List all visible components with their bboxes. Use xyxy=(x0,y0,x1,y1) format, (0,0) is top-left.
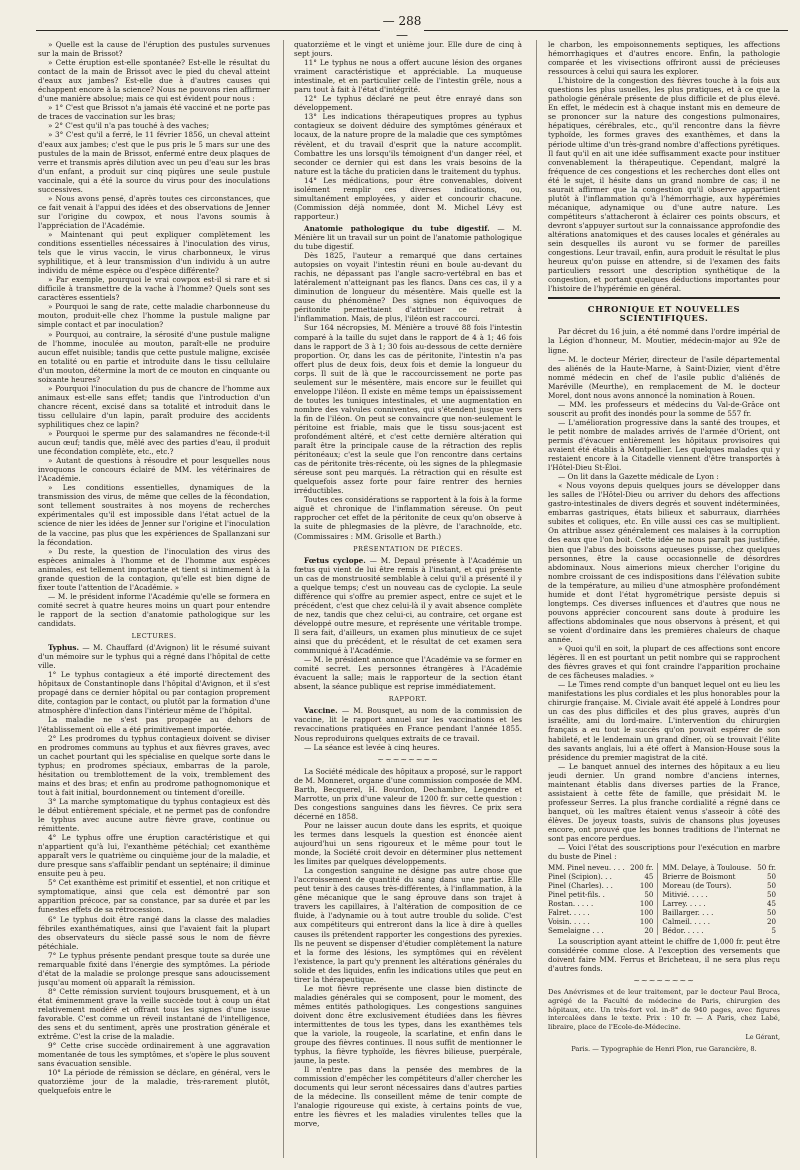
paragraph: 5° Cet exanthème est primitif et essentiel, et non critique et symptomatique, ainsi que cela est démontré par son apparition précoce, par sa constance, par sa durée et par les funestes effets de sa rétrocession. xyxy=(38,878,270,915)
subscriber-name: Mitivié. . . . . xyxy=(662,890,708,900)
paragraph: 9° Cette crise succède ordinairement à une aggravation momentanée de tous les symptômes, et s'opère le plus souvent sans évacuation sensible. xyxy=(38,1041,270,1069)
paragraph: Il n'entre pas dans la pensée des membres de la commission d'empêcher les compétiteurs d'aller chercher les documents qui leur seront nécessaires dans d'autres parties de la médecine. Ils conseillent même de tenir compte de l'analogie rigoureuse qui existe, à certains points de vue, entre les fièvres et les maladies virulentes telles que la morve, xyxy=(294,1065,522,1129)
subscription-amount: 45 xyxy=(766,899,776,909)
book-advertisement: Des Anévrismes et de leur traitement, par le docteur Paul Broca, agrégé de la Faculté de médecine de Paris, chirurgien des hôpitaux, etc. Un très-fort vol. in-8° de 940 pages, avec figures intercalées dans le texte. Prix : 10 fr. — A Paris, chez Labé, libraire, place de l'Ecole-de-Médecine. xyxy=(548,988,780,1031)
paragraph: — M. le président annonce que l'Académie va se former en comité secret. Les personnes étrangères à l'Académie évacuent la salle; mais le rapporteur de la section étant absent, la séance publique est reprise immédiatement. xyxy=(294,655,522,692)
right-column xyxy=(548,40,780,1158)
subscription-amount: 50 xyxy=(629,890,658,899)
paragraph: » Pourquoi le sang de rate, cette maladie charbonneuse du mouton, produit-elle chez l'homme la pustule maligne par simple contact et par inoculation? xyxy=(38,302,270,330)
page-number: — 288 — xyxy=(380,14,424,42)
paragraph: le charbon, les empoisonnements septiques, les affections hémorrhagiques et d'autres encore. Enfin, la pathologie comparée et les vivisections offriront aussi de précieuses ressources à celui qui saura les explorer. xyxy=(548,40,780,77)
paragraph: 2° Les prodromes du typhus contagieux doivent se diviser en prodromes communs au typhus et aux fièvres graves, avec un cachet pourtant qui les spécialise en quelque sorte dans le typhus; en prodromes spéciaux, embarras de la parole, hésitation ou tremblottement de la voix, tremblement des mains et des bras; et enfin au prodrome pathognomonique et tout à fait initial, bourdonnement ou tintement d'oreille. xyxy=(38,733,270,797)
section-separator: ~~~~~~~~ xyxy=(633,976,695,986)
paragraph: 3° La marche symptomatique du typhus contagieux est dès le début entièrement spéciale, et ne permet pas de confondre le typhus avec aucune autre fièvre grave, continue ou rémittente. xyxy=(38,796,270,834)
paragraph: Sur 164 nécropsies, M. Ménière a trouvé 88 fois l'intestin comparé à la taille du sujet dans le rapport de 4 à 1; 46 fois dans le rapport de 3 à 1; 30 fois au-dessous de cette dernière proportion. Or, dans les cas de péritonite, l'intestin n'a pas offert plus de deux fois, deux fois et demie la longueur du corps. Il suit de là que le raccourcissement ne porte pas seulement sur le mésentère, mais encore sur le feuillet qui enveloppe l'iléon. Il existe en même temps un épaississement de toutes les tuniques intestinales, et une augmentation en nombre des valvules conniventes, qui s'étendent jusque vers la fin de l'iléon. On peut se convaincre que non-seulement le péritoine est friable, mais que le tissu sous-jacent est profondément altéré, et c'est cette dernière altération qui paraît être la principale cause de la rétraction des replis péritonéaux; c'est la seule que l'on rencontre dans certains cas de péritonite très-récente, où les signes de la phlegmasie séreuse sont peu marqués. La rétraction qui en résulte est quelquefois assez forte pour faire rentrer des hernies irréductibles. xyxy=(294,323,522,496)
section-rule xyxy=(548,297,780,299)
subscription-row xyxy=(548,872,780,881)
paragraph: 7° Le typhus présente pendant presque toute sa durée une remarquable fixité dans l'énergie des symptômes. La période d'état de la maladie se prolonge presque sans adoucissement jusqu'au moment où apparaît la rémission. xyxy=(38,950,270,987)
column-divider xyxy=(283,40,284,1158)
subscription-amount: 20 xyxy=(629,926,658,935)
paragraph: 11° Le typhus ne nous a offert aucune lésion des organes vraiment caractéristique et appréciable. La muqueuse intestinale, et en particulier celle de l'intestin grêle, nous a paru tout à fait à l'état d'intégrité. xyxy=(294,58,522,95)
section-heading-rapport: RAPPORT. xyxy=(388,695,428,704)
paragraph: « Nous voyons depuis quelques jours se développer dans les salles de l'Hôtel-Dieu ou arriver du dehors des affections gastro-intestinales de divers degrés et souvent indéterminées, embarras gastriques, états bilieux et saburraux, diarrhées subites et coliques, etc. En ville aussi ces cas se multiplient. On attribue assez généralement ces malaises à la corruption des eaux que l'on boit. Cette idée ne nous paraît pas justifiée, bien que l'abus des boissons aqueuses puisse, chez quelques personnes, être la cause occasionnelle de désordres abdominaux. Nous aimerions mieux chercher l'origine du nombre croissant de ces indispositions dans l'élévation subite de la température, au milieu d'une atmosphère profondément humide et dont l'état hygrométrique persiste depuis si longtemps. Ces diverses influences et d'autres que nous ne pouvons apprécier concourent sans doute à produire les affections abdominales que nous observons à présent, et qui se voient d'ordinaire dans les premières chaleurs de chaque année. xyxy=(548,481,780,644)
subscriber-name: MM. Pinel neveu. . . . xyxy=(548,863,625,873)
paragraph: » Nous avons pensé, d'après toutes ces circonstances, que ce fait venait à l'appui des idées et des observations de Jenner sur l'origine du cowpox, et nous l'avons soumis à l'appréciation de l'Académie. xyxy=(38,193,270,230)
subscription-row xyxy=(548,863,780,872)
paragraph: 14° Les médications, pour être convenables, doivent isolément remplir ces diverses indications, ou, simultanément employées, y aider et concourir chacune. (Commission déjà nommée, dont M. Michel Lévy est rapporteur.) xyxy=(294,175,522,221)
paragraph: — M. le président informe l'Académie qu'elle se formera en comité secret à quatre heures moins un quart pour entendre le rapport de la section d'anatomie pathologique sur les candidats. xyxy=(38,591,270,628)
paragraph: — MM. les professeurs et médecins du Val-de-Grâce ont souscrit au profit des inondés pour la somme de 557 fr. xyxy=(548,399,780,418)
subscription-table xyxy=(548,863,780,935)
subscription-amount: 50 xyxy=(766,872,776,882)
paragraph: — Le Times rend compte d'un banquet lequel ont eu lieu les manifestations les plus cordiales et les plus honorables pour la chirurgie française. M. Civiale avait été appelé à Londres pour un cas des plus difficiles et des plus graves, auprès d'un israélite, ami du lord-maire. L'intervention du chirurgien français a eu tout le succès qu'on pouvait espérer de son habileté, et le lendemain un grand dîner, où se trouvait l'élite des savants anglais, lui a été offert à Mansion-House sous la présidence du premier magistrat de la cité. xyxy=(548,680,780,762)
paragraph: — M. le docteur Mérier, directeur de l'asile départemental des aliénés de la Haute-Marne, à Saint-Dizier, vient d'être nommé médecin en chef de l'asile public d'aliénés de Maréville (Meurthe), en remplacement de M. le docteur Morel, dont nous avons annoncé la nomination à Rouen. xyxy=(548,354,780,400)
page-header xyxy=(0,0,800,42)
paragraph: — Voici l'état des souscriptions pour l'exécution en marbre du buste de Pinel : xyxy=(548,843,780,862)
subscription-row xyxy=(548,908,780,917)
paragraph: Dès 1825, l'auteur a remarqué que dans certaines autopsies on voyait l'intestin réuni en boule au-devant du rachis, ne dépassant pas l'angle sacro-vertébral en bas et latéralement n'atteignant pas les flancs. Dans ces cas, il y a diminution de longueur du mésentère. Mais quelle est la cause du phénomène? Des signes non équivoques de péritonite permettaient d'attribuer ce retrait à l'inflammation. Mais, de plus, l'iléon est raccourci. xyxy=(294,251,522,324)
paragraph: » 1° C'est que Brissot n'a jamais été vacciné et ne porte pas de traces de vaccination sur les bras; xyxy=(38,103,270,122)
subscription-amount: 100 xyxy=(629,881,658,890)
subscription-amount: 45 xyxy=(629,872,658,881)
subscriber-name: Rostan. . . . . xyxy=(548,899,594,909)
paragraph: Typhus. — M. Chauffard (d'Avignon) lit le résumé suivant d'un mémoire sur le typhus qui a régné dans l'hôpital de cette ville. xyxy=(38,643,270,671)
paragraph: Fœtus cyclope. — M. Depaul présente à l'Académie un fœtus qui vient de lui être remis à l'instant, et qui présente un cas de monstruosité semblable à celui qu'il a présenté il y a quelque temps; c'est un nouveau cas de cyclopie. La seule différence qui s'offre au premier aspect, entre ce sujet et le précédent, c'est que chez celui-là il y avait absence complète de nez, tandis que chez celui-ci, au contraire, cet organe est développé outre mesure, et représente une véritable trompe. Il sera fait, d'ailleurs, un examen plus minutieux de ce sujet ainsi que du précédent, et le résultat de cet examen sera communiqué à l'Académie. xyxy=(294,555,522,656)
section-heading-presentation: PRÉSENTATION DE PIÈCES. xyxy=(353,544,463,553)
subscriber-name: Falret. . . . . xyxy=(548,908,590,918)
paragraph: La souscription ayant atteint le chiffre de 1,000 fr. peut être considérée comme close. A l'exception des versements que doivent faire MM. Ferrus et Bricheteau, il ne sera plus reçu d'autres fonds. xyxy=(548,937,780,974)
subscriber-name: Baillarger. . . . xyxy=(662,908,714,918)
subscriber-name: Moreau (de Tours). xyxy=(662,881,732,891)
subscription-amount: 100 xyxy=(629,899,658,908)
subscription-amount: 100 xyxy=(629,917,658,926)
paragraph: » Les conditions essentielles, dynamiques de la transmission des virus, de même que celles de la fécondation, sont tellement soustraites à nos moyens de recherches expérimentales qu'il est impossible dans l'état actuel de la science de nier les idées de Jenner sur l'origine et l'inoculation de la vaccine, pas plus que les expériences de Spallanzani sur la fécondation. xyxy=(38,483,270,547)
paragraph: » Cette éruption est-elle spontanée? Est-elle le résultat du contact de la main de Brissot avec le pied du cheval atteint d'eaux aux jambes? Est-elle due à d'autres causes qui échappent encore à la science? Nous ne pouvons rien affirmer d'une manière absolue; mais ce qui est évident pour nous : xyxy=(38,58,270,104)
paragraph-lead: Typhus. xyxy=(48,643,80,653)
paragraph: 10° La période de rémission se déclare, en général, vers le quatorzième jour de la maladie, très-rarement plutôt, quelquefois entre le xyxy=(38,1068,270,1096)
subscription-amount: 5 xyxy=(771,926,776,936)
paragraph: 4° Le typhus offre une éruption caractéristique et qui n'appartient qu'à lui, l'exanthème pétéchial; cet exanthème apparaît vers le quatrième ou cinquième jour de la maladie, et dure presque sans s'affaiblir pendant un septénaire; il diminue ensuite peu à peu. xyxy=(38,833,270,879)
paragraph: Pour ne laisser aucun doute dans les esprits, et quoique les termes dans lesquels la question est énoncée aient aujourd'hui un sens rigoureux et le même pour tout le monde, la Société croit devoir en déterminer plus nettement les limites par quelques développements. xyxy=(294,820,522,867)
printer-imprint: Paris. — Typographie de Henri Plon, rue Garancière, 8. xyxy=(571,1045,757,1054)
paragraph-lead: Fœtus cyclope. xyxy=(304,555,366,565)
subscriber-name: Bédor. . . . . xyxy=(662,926,704,936)
subscription-row xyxy=(548,881,780,890)
subscription-amount: 50 fr. xyxy=(757,863,776,873)
subscriber-name: Voisin. . . . . xyxy=(548,917,590,927)
section-separator: ~~~~~~~~ xyxy=(377,754,439,764)
paragraph-lead: Vaccine. xyxy=(304,706,338,716)
paragraph: quatorzième et le vingt et unième jour. Elle dure de cinq à sept jours. xyxy=(294,40,522,59)
paragraph: » Du reste, la question de l'inoculation des virus des espèces animales à l'homme et de l'homme aux espèces animales, est tellement importante et tient si intimement à la grande question de la contagion, qu'elle est bien digne de fixer toute l'attention de l'Académie. » xyxy=(38,546,270,592)
paragraph: La congestion sanguine ne désigne pas autre chose que l'accroissement de quantité du sang dans une partie. Elle peut tenir à des causes très-différentes, à l'inflammation, à la gêne mécanique que le sang éprouve dans son trajet à travers les capillaires, à l'altération de composition de ce fluide, à l'adynamie ou à tout autre trouble du solide. C'est aux compétiteurs qui entreront dans la lice à dire à quelles causes ils prétendent rapporter les congestions des pyrexies. Ils ne peuvent se dispenser d'étudier complètement la nature et la forme des lésions, les symptômes qui en révèlent l'existence, la part qu'y prennent les altérations générales du solide et des liquides, enfin les indications utiles que peut en tirer la thérapeutique. xyxy=(294,866,522,984)
subscriber-name: Calmeil. . . . . xyxy=(662,917,711,927)
paragraph: 6° Le typhus doit être rangé dans la classe des maladies fébriles exanthématiques, ainsi que l'avaient fait la plupart des observateurs du siècle passé sous le nom de fièvre pétéchiale. xyxy=(38,914,270,951)
subscription-row xyxy=(548,899,780,908)
paragraph: La maladie ne s'est pas propagée au dehors de l'établissement où elle a été primitivement importée. xyxy=(38,715,270,734)
paragraph: » Pourquoi l'inoculation du pus de chancre de l'homme aux animaux est-elle sans effet; tandis que l'introduction d'un chancre récent, excisé dans sa totalité et introduit dans le tissu cellulaire d'un lapin, paraît produire des accidents syphilitiques chez ce lapin? xyxy=(38,383,270,429)
paragraph: Vaccine. — M. Bousquet, au nom de la commission de vaccine, lit le rapport annuel sur les vaccinations et les revaccinations pratiquées en France pendant l'année 1855. Nous reproduirons quelques extraits de ce travail. xyxy=(294,706,522,743)
paragraph: » 3° C'est qu'il a ferré, le 11 février 1856, un cheval atteint d'eaux aux jambes; c'est que le pus pris le 5 mars sur une des pustules de la main de Brissot, enfermé entre deux plaques de verre et transmis après dilution avec un peu d'eau sur les bras d'un enfant, a produit sur cinq piqûres une seule pustule vaccinale, qui a été la source du virus pour des inoculations successives. xyxy=(38,130,270,194)
subscription-amount: 200 fr. xyxy=(629,863,658,872)
paragraph: Par décret du 16 juin, a été nommé dans l'ordre impérial de la Légion d'honneur, M. Moutier, médecin-major au 92e de ligne. xyxy=(548,327,780,355)
paragraph: 1° Le typhus contagieux a été importé directement des hôpitaux de Constantinople dans l'hôpital d'Avignon, et il s'est propagé dans ce dernier hôpital ou par contagion proprement dite, contagion par le contact, ou plutôt par la formation d'une atmosphère d'infection dans l'intérieur même de l'hôpital. xyxy=(38,670,270,716)
gerant-signature: Le Gérant, xyxy=(745,1033,780,1042)
subscription-row xyxy=(548,917,780,926)
paragraph: » Pourquoi, au contraire, la sérosité d'une pustule maligne de l'homme, inoculée au mouton, paraît-elle ne produire aucun effet nuisible; tandis que cette pustule maligne, excisée en totalité ou en partie et introduite dans le tissu cellulaire d'un mouton, détermine la mort de ce mouton en cinquante ou soixante heures? xyxy=(38,329,270,384)
paragraph: — Le banquet annuel des internes des hôpitaux a eu lieu jeudi dernier. Un grand nombre d'anciens internes, maintenant établis dans diverses parties de la France, assistaient à cette fête de famille, que présidait M. le professeur Serres. La plus franche cordialité a régné dans ce banquet, où les maîtres étaient venus s'asseoir à côté des élèves. De joyeux toasts, suivis de chansons plus joyeuses encore, ont prouvé que les bonnes traditions de l'internat ne sont pas encore perdues. xyxy=(548,761,780,844)
paragraph: Le mot fièvre représente une classe bien distincte de maladies générales qui se composent, pour le moment, des mêmes entités pathologiques. Les congestions sanguines doivent donc être exclusivement étudiées dans les fièvres intermittentes de tous les types, dans les exanthèmes tels que la variole, la rougeole, la scarlatine, et enfin dans le groupe des fièvres continues. Il nous suffit de mentionner le typhus, la fièvre typhoïde, les fièvres bilieuse, puerpérale, jaune, la peste. xyxy=(294,983,522,1066)
subscriber-name: Pinel (Charles). . . xyxy=(548,881,613,891)
paragraph: 13° Les indications thérapeutiques propres au typhus contagieux se doivent déduire des symptômes généraux et locaux, de la nature propre de la maladie que ces symptômes révèlent, et du travail d'esprit que la nature accomplit. Combattre les uns lorsqu'ils témoignent d'un danger réel, et seconder ce dernier qui est dans les vrais besoins de la nature est la tâche du praticien dans le traitement du typhus. xyxy=(294,112,522,176)
paragraph: » Par exemple, pourquoi le vrai cowpox est-il si rare et si difficile à transmettre de la vache à l'homme? Quels sont ses caractères essentiels? xyxy=(38,275,270,303)
subscriber-name: Semelaigne . . . xyxy=(548,926,604,936)
paragraph: » Pourquoi le sperme pur des salamandres ne féconde-t-il aucun œuf; tandis que, mêlé avec des parties d'eau, il produit une fécondation complète, etc., etc.? xyxy=(38,429,270,457)
paragraph: Toutes ces considérations se rapportent à la fois à la forme aiguë et chronique de l'inflammation séreuse. On peut rapprocher cet effet de la péritonite de ceux qu'on observe à la suite de phlegmasies de la plèvre, de l'arachnoïde, etc. (Commissaires : MM. Grisolle et Barth.) xyxy=(294,495,522,541)
subscription-row xyxy=(548,926,780,935)
middle-column xyxy=(294,40,522,1158)
subscriber-name: Larrey. . . . . xyxy=(662,899,706,909)
column-divider xyxy=(536,40,537,1158)
paragraph: » Autant de questions à résoudre et pour lesquelles nous invoquons le concours éclairé de MM. les vétérinaires de l'Académie. xyxy=(38,456,270,484)
paragraph: L'histoire de la congestion des fièvres touche à la fois aux questions les plus usuelles, les plus pratiques, et à ce que la pathologie générale présente de plus difficile et de plus élevé. En effet, le médecin est à chaque instant mis en demeure de se prononcer sur la nature des congestions pulmonaires, hépatiques, cérébrales, etc., qu'il rencontre dans la fièvre typhoïde, les formes graves des exanthèmes, et dans la période ultime d'un très-grand nombre d'affections pyrétiques. Il faut qu'il en ait une idée suffisamment exacte pour instituer convenablement la thérapeutique. Cependant, malgré la fréquence de ces congestions et les recherches dont elles ont été le sujet, il hésite dans un grand nombre de cas; il ne saurait affirmer que la congestion qu'il observe appartient plutôt à l'inflammation qu'à l'hémorrhagie, aux hypérémies mécanique, adynamique ou d'une autre nature. Les compétiteurs s'attacheront à éclairer ces points obscurs, et devront s'appuyer surtout sur la connaissance approfondie des altérations anatomiques et des causes locales et générales au sein desquelles ils auront vu se former de pareilles congestions. Leur travail, enfin, aura produit le résultat le plus heureux qu'on puisse en attendre, si de l'examen des faits particuliers ressort une description synthétique de la congestion, et portant quelques déductions importantes pour l'histoire de l'hypérémie en général. xyxy=(548,76,780,294)
subscription-amount: 50 xyxy=(766,890,776,900)
paragraph: — L'amélioration progressive dans la santé des troupes, et le petit nombre de malades arrivés de l'armée d'Orient, ont permis d'évacuer entièrement les hôpitaux provisoires qui avaient été établis à Montpellier. Les quelques malades qui y restaient encore à la Citadelle viennent d'être transportés à l'Hôtel-Dieu St-Éloi. xyxy=(548,417,780,473)
paragraph: » 2° C'est qu'il n'a pas touché à des vaches; xyxy=(48,121,210,131)
paragraph: — On lit dans la Gazette médicale de Lyon : xyxy=(558,472,719,482)
left-column xyxy=(38,40,270,1158)
paragraph: — La séance est levée à cinq heures. xyxy=(304,742,440,752)
paragraph: 8° Cette rémission survient toujours brusquement, et à un état éminemment grave la veille succède tout à coup un état relativement modéré et offrant tous les signes d'une issue favorable. C'est comme un réveil instantané de l'intelligence, des sens et du sentiment, après une prostration générale et extrême. C'est la crise de la maladie. xyxy=(38,986,270,1042)
subscription-amount: 50 xyxy=(766,881,776,891)
subscription-amount: 50 xyxy=(766,908,776,918)
subscription-amount: 20 xyxy=(766,917,776,927)
paragraph-lead: Anatomie pathologique du tube digestif. xyxy=(304,223,490,233)
subscriber-name: Pinel (Scipion). . . xyxy=(548,872,612,882)
subscriber-name: Pinel petit-fils. . xyxy=(548,890,605,900)
section-heading-lectures: LECTURES. xyxy=(131,632,177,641)
paragraph: » Maintenant qui peut expliquer complètement les conditions essentielles nécessaires à l'inoculation des virus, tels que le virus vaccin, le virus charbonneux, le virus syphilitique, et à leur transmission d'un individu à un autre individu de même espèce ou d'espèce différente? xyxy=(38,229,270,276)
subscriber-name: Brierre de Boismont xyxy=(662,872,736,882)
subscription-row xyxy=(548,890,780,899)
paragraph: » Quelle est la cause de l'éruption des pustules survenues sur la main de Brissot? xyxy=(38,40,270,59)
paragraph: » Quoi qu'il en soit, la plupart de ces affections sont encore légères. Il en est pourtant un petit nombre qui se rapprochent des fièvres graves et qui font craindre l'apparition prochaine de ces fâcheuses maladies. » xyxy=(548,644,780,681)
subscriber-name: MM. Delaye, à Toulouse. xyxy=(662,863,752,873)
subscription-amount: 100 xyxy=(629,908,658,917)
paragraph: La Société médicale des hôpitaux a proposé, sur le rapport de M. Monneret, organe d'une commission composée de MM. Barth, Becquerel, H. Bourdon, Dechambre, Legendre et Marrotte, un prix d'une valeur de 1200 fr. sur cette question : Des congestions sanguines dans les fièvres. Ce prix sera décerné en 1858. xyxy=(294,766,522,821)
section-heading-chronique: CHRONIQUE ET NOUVELLES SCIENTIFIQUES. xyxy=(587,304,741,324)
paragraph: 12° Le typhus déclaré ne peut être enrayé dans son développement. xyxy=(294,94,522,113)
paragraph: Anatomie pathologique du tube digestif. — M. Ménière lit un travail sur un point de l'anatomie pathologique du tube digestif. xyxy=(294,223,522,252)
